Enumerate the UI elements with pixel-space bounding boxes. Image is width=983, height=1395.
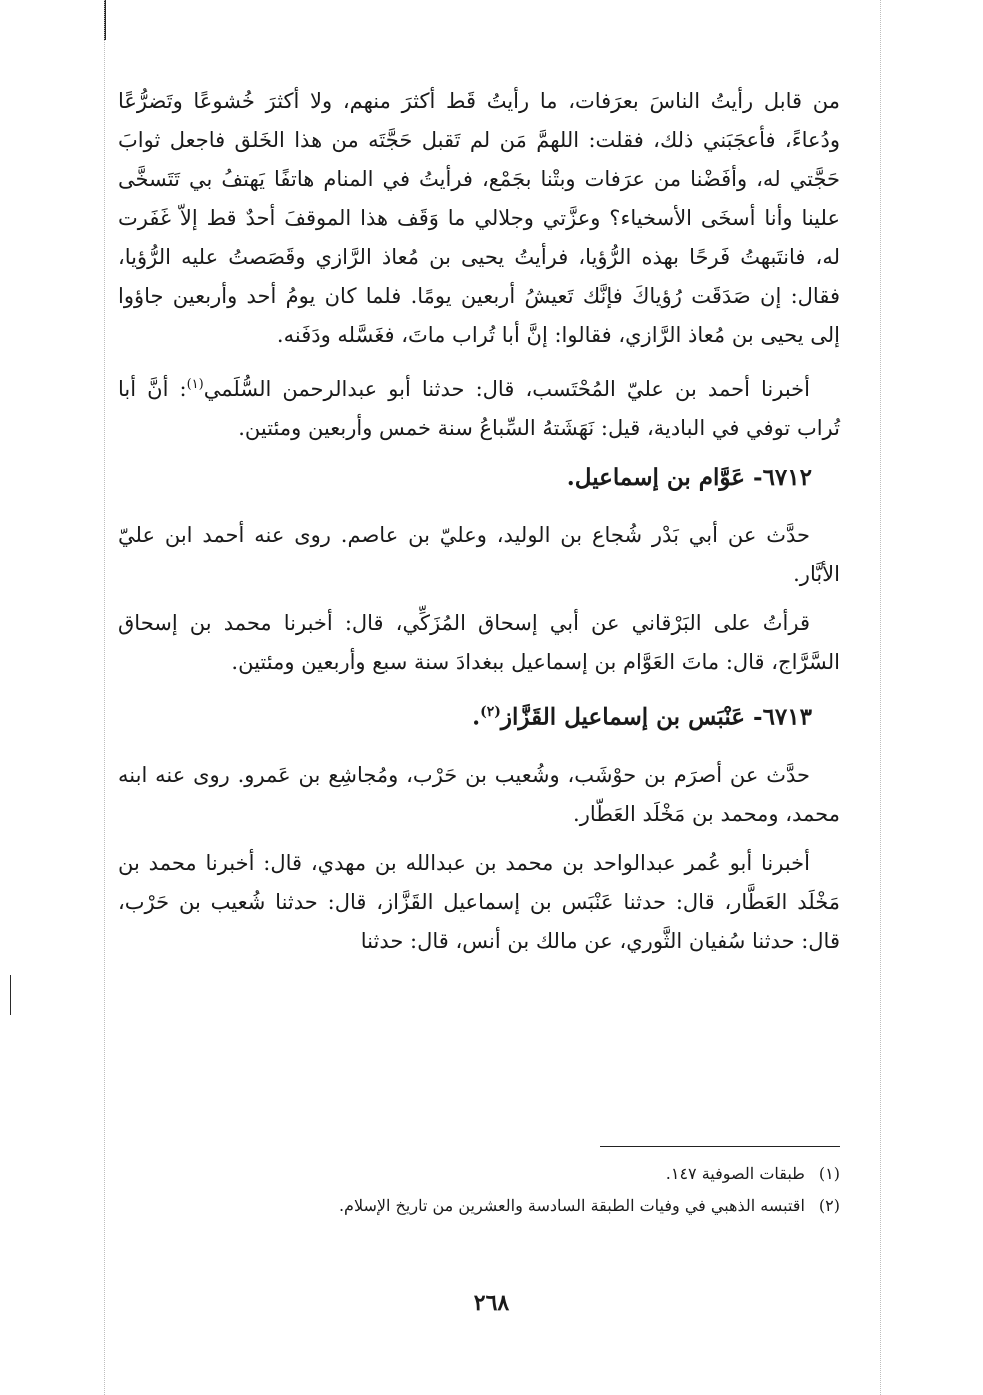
paragraph [118, 365, 840, 448]
paragraph: قرأتُ على البَرْقاني عن أبي إسحاق المُزَكِّي، قال: أخبرنا محمد بن إسحاق السَّرَّاج، قال: ماتَ العَوَّام بن إسماعيل ببغدادَ سنة سبع وأربعين ومئتين. [118, 611, 840, 674]
footnote [118, 1158, 840, 1190]
page-number: ٢٦٨ [473, 1290, 510, 1316]
paragraph: حدَّث عن أصرَم بن حوْشَب، وشُعيب بن حَرْب، ومُجاشِع بن عَمرو. روى عنه ابنه محمد، ومحمد بن مَخْلَد العَطّار. [118, 762, 840, 826]
footnote [118, 1190, 840, 1222]
footnote-ref: (٢) [480, 704, 501, 720]
paragraph-text: أخبرنا أحمد بن عليّ المُحْتَسب، قال: حدثنا أبو عبدالرحمن السُّلَمي [203, 377, 810, 401]
paragraph: من قابل رأيتُ الناسَ بعرَفات، ما رأيتُ قَط أكثرَ منهم، ولا أكثرَ خُشوعًا وتَضرُّعًا ودُعاءً، فأعجَبَني ذلك، فقلت: اللهمَّ مَن لم تَقبل حَجَّتَه من هذا الخَلق فاجعل ثوابَ حَجَّتي له، وأفَضْنا من عرَفات وبتْنا بجَمْع، فرأيتُ في المنام هاتفًا يَهتفُ بي تَتَسخَّى علينا وأنا أسخَى الأسخياء؟ وعزَّتي وجلالي ما وَقَف هذا الموقفَ أحدٌ قط إلاّ غَفَرت له، فانتَبهتُ فَرحًا بهذه الرُّؤيا، فرأيتُ يحيى بن مُعاذ الرَّازي وقَصَصتُ عليه الرُّؤيا، فقال: إن صَدَقَت رُؤياكَ فإنَّك تَعيشُ أربعين يومًا. فلما كان يومُ أحد وأربعين جاؤوا إلى يحيى بن مُعاذ الرَّازي، فقالوا: إنَّ أبا تُراب ماتَ، فغَسَّله ودَفَنه. [118, 89, 841, 347]
paragraph: حدَّث عن أبي بَدْر شُجاع بن الوليد، وعليّ بن عاصم. روى عنه أحمد ابن عليّ الأبَّار. [118, 523, 840, 586]
footnote-number: (٢) [818, 1196, 840, 1215]
footnote-text: اقتبسه الذهبي في وفيات الطبقة السادسة والعشرين من تاريخ الإسلام. [338, 1196, 805, 1215]
scan-artifact-bottom [10, 975, 11, 1015]
paragraph-text: : أنَّ أبا تُراب توفي في البادية، قيل: نَهَشَتهُ السِّباعُ سنة خمس وأربعين ومئتين. [118, 377, 840, 440]
footnotes [118, 1158, 840, 1222]
dotted-margin-left [104, 0, 105, 1395]
paragraph: أخبرنا أبو عُمر عبدالواحد بن محمد بن عبدالله بن مهدي، قال: أخبرنا محمد بن مَخْلَد العَطَّار، قال: حدثنا عَنْبَس بن إسماعيل القَزَّاز، قال: حدثنا شُعيب بن حَرْب، قال: حدثنا سُفيان الثَّوري، عن مالك بن أنس، قال: حدثنا [118, 850, 840, 953]
heading-text: ٦٧١٣- عَنْبَس بن إسماعيل القَزَّاز [500, 703, 812, 731]
footnote-ref: (١) [186, 377, 204, 392]
dotted-margin-right [880, 0, 881, 1395]
heading-end: . [472, 703, 481, 731]
footnote-number: (١) [818, 1164, 840, 1183]
entry-heading: ٦٧١٢- عَوَّام بن إسماعيل. [566, 464, 812, 491]
entry-heading [118, 692, 812, 738]
footnote-separator [600, 1146, 840, 1147]
footnote-text: طبقات الصوفية ١٤٧. [665, 1164, 805, 1183]
body-text [118, 82, 840, 971]
